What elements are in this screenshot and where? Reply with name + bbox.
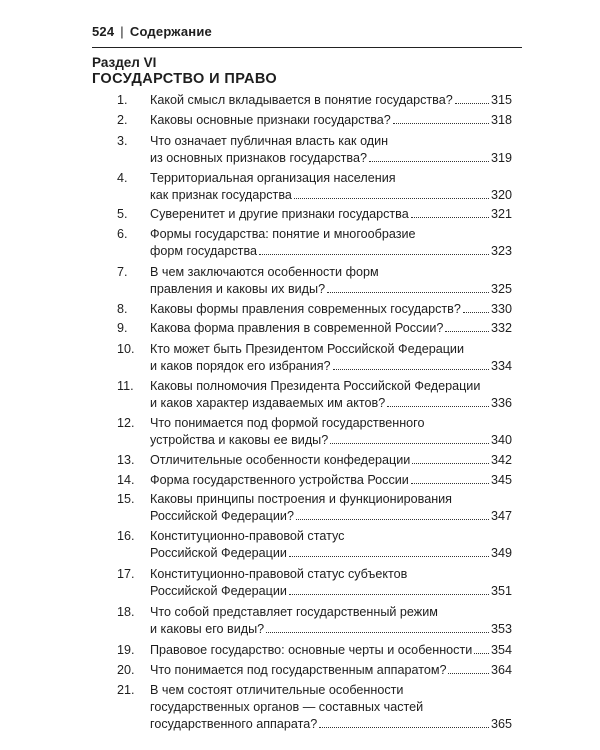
dot-leader xyxy=(330,443,489,444)
entry-page-number: 342 xyxy=(490,453,512,467)
entry-number: 11. xyxy=(117,379,134,393)
entry-number: 2. xyxy=(117,113,128,127)
entry-page-number: 325 xyxy=(490,282,512,296)
entry-line xyxy=(150,545,512,562)
entry-line xyxy=(150,508,512,525)
dot-leader xyxy=(289,594,489,595)
entry-line xyxy=(150,170,512,187)
entry-number: 17. xyxy=(117,567,135,581)
entry-text xyxy=(150,264,512,298)
entry-line xyxy=(150,662,512,679)
entry-title-line: Каковы формы правления современных государств? xyxy=(150,302,461,316)
entry-text xyxy=(150,472,512,489)
entry-title-line: В чем заключаются особенности форм xyxy=(150,265,379,279)
entry-page-number: 336 xyxy=(490,396,512,410)
entry-text xyxy=(150,491,512,525)
page-number: 524 xyxy=(92,24,115,39)
entry-number: 19. xyxy=(117,643,135,657)
entry-title-line: из основных признаков государства? xyxy=(150,151,367,165)
entry-line xyxy=(150,206,512,223)
entry-title-line: Формы государства: понятие и многообразие xyxy=(150,227,416,241)
entry-number: 14. xyxy=(117,473,135,487)
entry-number: 4. xyxy=(117,171,128,185)
entry-title-line: Что понимается под государственным аппаратом? xyxy=(150,663,447,677)
dot-leader xyxy=(445,331,489,332)
dot-leader xyxy=(393,123,489,124)
entry-line xyxy=(150,301,512,318)
entry-line xyxy=(150,472,512,489)
entry-page-number: 353 xyxy=(490,622,512,636)
entry-title-line: Что означает публичная власть как один xyxy=(150,134,389,148)
entry-line xyxy=(150,415,512,432)
dot-leader xyxy=(289,556,489,557)
entry-line xyxy=(150,341,512,358)
entry-title-line: Территориальная организация населения xyxy=(150,171,396,185)
entry-page-number: 334 xyxy=(490,359,512,373)
entry-line xyxy=(150,358,512,375)
running-title: Содержание xyxy=(129,24,212,39)
entry-page-number: 315 xyxy=(490,93,512,107)
entry-number: 1. xyxy=(117,93,128,107)
dot-leader xyxy=(259,254,489,255)
entry-line xyxy=(150,378,512,395)
entry-title-line: Отличительные особенности конфедерации xyxy=(150,453,411,467)
entry-title-line: как признак государства xyxy=(150,188,292,202)
head-separator: | xyxy=(120,24,124,39)
entry-page-number: 364 xyxy=(490,663,512,677)
entry-number: 9. xyxy=(117,321,128,335)
entry-page-number: 347 xyxy=(490,509,512,523)
entry-line xyxy=(150,92,512,109)
entry-line xyxy=(150,395,512,412)
entry-page-number: 321 xyxy=(490,207,512,221)
entry-page-number: 349 xyxy=(490,546,512,560)
dot-leader xyxy=(448,673,489,674)
entry-number: 21. xyxy=(117,683,135,697)
entry-title-line: Российской Федерации xyxy=(150,546,287,560)
entry-title-line: и каков характер издаваемых им актов? xyxy=(150,396,386,410)
dot-leader xyxy=(296,519,489,520)
entry-text xyxy=(150,112,512,129)
entry-number: 15. xyxy=(117,492,135,506)
dot-leader xyxy=(463,312,489,313)
entry-line xyxy=(150,150,512,167)
dot-leader xyxy=(266,632,489,633)
entry-title-line: государственных органов — составных частей xyxy=(150,700,424,714)
entry-title-line: Конституционно-правовой статус субъектов xyxy=(150,567,408,581)
entry-line xyxy=(150,642,512,659)
entry-title-line: Правовое государство: основные черты и особенности xyxy=(150,643,473,657)
entry-text xyxy=(150,170,512,204)
dot-leader xyxy=(411,217,489,218)
entry-line xyxy=(150,264,512,281)
entry-title-line: и каковы его виды? xyxy=(150,622,265,636)
entry-number: 8. xyxy=(117,302,128,316)
entry-line xyxy=(150,432,512,449)
entry-page-number: 351 xyxy=(490,584,512,598)
dot-leader xyxy=(387,406,489,407)
entry-line xyxy=(150,112,512,129)
entry-page-number: 354 xyxy=(490,643,512,657)
entry-title-line: форм государства xyxy=(150,244,257,258)
entry-title-line: и каков порядок его избрания? xyxy=(150,359,331,373)
entry-title-line: Какой смысл вкладывается в понятие государства? xyxy=(150,93,453,107)
entry-title-line: Конституционно-правовой статус xyxy=(150,529,345,543)
entry-line xyxy=(150,699,512,716)
entry-title-line: Каковы принципы построения и функционирования xyxy=(150,492,453,506)
section-label: Раздел VI xyxy=(92,55,157,70)
entry-text xyxy=(150,226,512,260)
entry-line xyxy=(150,682,512,699)
dot-leader xyxy=(369,161,489,162)
entry-text xyxy=(150,92,512,109)
entry-number: 5. xyxy=(117,207,128,221)
dot-leader xyxy=(411,483,489,484)
entry-text xyxy=(150,206,512,223)
entry-title-line: устройства и каковы ее виды? xyxy=(150,433,329,447)
entry-number: 13. xyxy=(117,453,135,467)
header-rule xyxy=(92,47,522,48)
entry-number: 12. xyxy=(117,416,135,430)
entry-number: 3. xyxy=(117,134,128,148)
entry-line xyxy=(150,281,512,298)
entry-line xyxy=(150,604,512,621)
entry-page-number: 319 xyxy=(490,151,512,165)
dot-leader xyxy=(319,727,489,728)
entry-line xyxy=(150,528,512,545)
entry-title-line: Каковы полномочия Президента Российской Федерации xyxy=(150,379,481,393)
entry-text xyxy=(150,133,512,167)
entry-text xyxy=(150,528,512,562)
entry-line xyxy=(150,716,512,733)
entry-title-line: В чем состоят отличительные особенности xyxy=(150,683,404,697)
dot-leader xyxy=(455,103,489,104)
entry-page-number: 365 xyxy=(490,717,512,731)
dot-leader xyxy=(474,653,489,654)
entry-line xyxy=(150,583,512,600)
entry-text xyxy=(150,642,512,659)
entry-text xyxy=(150,301,512,318)
entry-page-number: 340 xyxy=(490,433,512,447)
entry-line xyxy=(150,452,512,469)
entry-title-line: Суверенитет и другие признаки государства xyxy=(150,207,409,221)
entry-line xyxy=(150,621,512,638)
entry-page-number: 323 xyxy=(490,244,512,258)
entry-text xyxy=(150,415,512,449)
entry-line xyxy=(150,320,512,337)
entry-text xyxy=(150,566,512,600)
entry-title-line: Кто может быть Президентом Российской Федерации xyxy=(150,342,464,356)
entry-number: 20. xyxy=(117,663,135,677)
entry-title-line: Какова форма правления в современной России? xyxy=(150,321,444,335)
entry-text xyxy=(150,341,512,375)
dot-leader xyxy=(294,198,489,199)
entry-page-number: 320 xyxy=(490,188,512,202)
entry-title-line: государственного аппарата? xyxy=(150,717,318,731)
entry-line xyxy=(150,133,512,150)
entry-title-line: Российской Федерации xyxy=(150,584,287,598)
entry-text xyxy=(150,452,512,469)
entry-text xyxy=(150,320,512,337)
dot-leader xyxy=(327,292,489,293)
entry-title-line: правления и каковы их виды? xyxy=(150,282,326,296)
entry-page-number: 318 xyxy=(490,113,512,127)
entry-page-number: 332 xyxy=(490,321,512,335)
entry-number: 10. xyxy=(117,342,135,356)
entry-title-line: Что собой представляет государственный режим xyxy=(150,605,438,619)
entry-line xyxy=(150,491,512,508)
entry-number: 7. xyxy=(117,265,128,279)
entry-page-number: 345 xyxy=(490,473,512,487)
entry-line xyxy=(150,243,512,260)
dot-leader xyxy=(333,369,489,370)
entry-number: 6. xyxy=(117,227,128,241)
dot-leader xyxy=(412,463,489,464)
entry-text xyxy=(150,378,512,412)
entry-text xyxy=(150,604,512,638)
entry-line xyxy=(150,226,512,243)
entry-line xyxy=(150,566,512,583)
entry-title-line: Форма государственного устройства России xyxy=(150,473,409,487)
entry-title-line: Российской Федерации? xyxy=(150,509,294,523)
running-head xyxy=(92,24,212,39)
entry-title-line: Что понимается под формой государственного xyxy=(150,416,425,430)
entry-number: 18. xyxy=(117,605,135,619)
section-title: ГОСУДАРСТВО И ПРАВО xyxy=(92,71,278,87)
entry-page-number: 330 xyxy=(490,302,512,316)
entry-text xyxy=(150,682,512,733)
entry-number: 16. xyxy=(117,529,135,543)
entry-text xyxy=(150,662,512,679)
entry-line xyxy=(150,187,512,204)
entry-title-line: Каковы основные признаки государства? xyxy=(150,113,391,127)
